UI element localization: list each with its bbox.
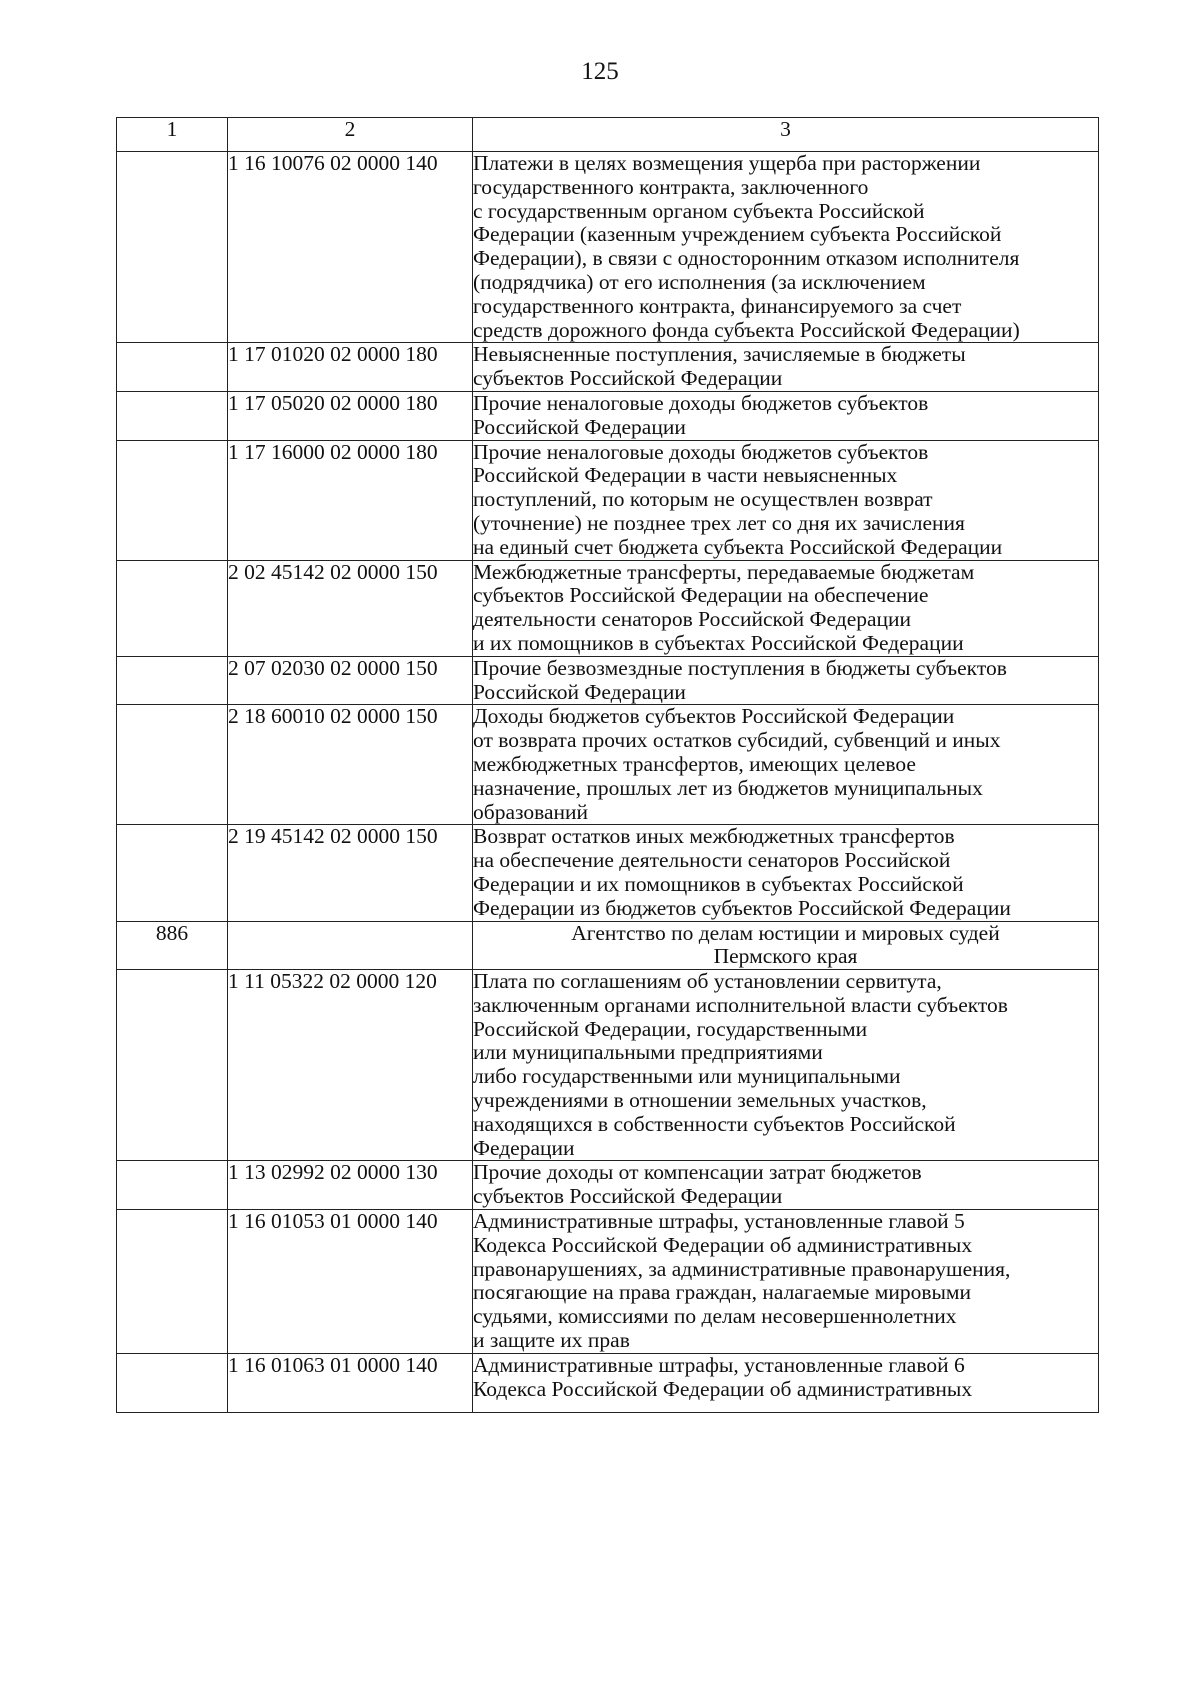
- description-line: деятельности сенаторов Российской Федерации: [473, 607, 912, 632]
- description-line: государственного контракта, заключенного: [473, 174, 869, 199]
- description-line: Федерации), в связи с односторонним отказом исполнителя: [473, 246, 1020, 271]
- cell-admin-code: [117, 152, 228, 343]
- description-line: Административные штрафы, установленные главой 5: [473, 1209, 965, 1234]
- description-line: Российской Федерации: [473, 414, 686, 439]
- cell-description: [473, 921, 1099, 970]
- description-line: субъектов Российской Федерации на обеспечение: [473, 583, 929, 608]
- description-line: Кодекса Российской Федерации об административных: [473, 1232, 973, 1257]
- description-line: Невыясненные поступления, зачисляемые в бюджеты: [473, 342, 966, 367]
- description-line: Пермского края: [713, 944, 858, 969]
- description-line: образований: [473, 799, 589, 824]
- cell-description: [473, 705, 1099, 825]
- cell-admin-code: [117, 1161, 228, 1210]
- description-line: (подрядчика) от его исполнения (за исключением: [473, 269, 926, 294]
- description-line: межбюджетных трансфертов, имеющих целевое: [473, 751, 916, 776]
- description-line: заключенным органами исполнительной власти субъектов: [473, 992, 1008, 1017]
- description-line: Кодекса Российской Федерации об административных: [473, 1376, 973, 1401]
- cell-description: [473, 1210, 1099, 1354]
- cell-budget-code: 1 17 16000 02 0000 180: [228, 440, 473, 560]
- table-row: [117, 1161, 1099, 1210]
- description-line: Межбюджетные трансферты, передаваемые бюджетам: [473, 559, 975, 584]
- description-line: Платежи в целях возмещения ущерба при расторжении: [473, 151, 981, 175]
- table-body: [117, 152, 1099, 1413]
- description-line: от возврата прочих остатков субсидий, субвенций и иных: [473, 728, 1001, 753]
- header-col-1: 1: [117, 118, 228, 152]
- cell-description: [473, 560, 1099, 656]
- cell-budget-code: 1 16 01063 01 0000 140: [228, 1353, 473, 1412]
- description-line: субъектов Российской Федерации: [473, 1184, 783, 1209]
- cell-admin-code: [117, 440, 228, 560]
- cell-description: [473, 440, 1099, 560]
- table-row: [117, 560, 1099, 656]
- cell-admin-code: [117, 1353, 228, 1412]
- description-line: поступлений, по которым не осуществлен возврат: [473, 487, 933, 512]
- description-line: Агентство по делам юстиции и мировых судей: [571, 920, 1000, 945]
- cell-admin-code: [117, 825, 228, 921]
- table-row: [117, 1353, 1099, 1412]
- description-line: или муниципальными предприятиями: [473, 1040, 823, 1065]
- cell-admin-code: [117, 391, 228, 440]
- cell-budget-code: 1 11 05322 02 0000 120: [228, 970, 473, 1161]
- description-line: средств дорожного фонда субъекта Российской Федерации): [473, 317, 1020, 342]
- description-line: на единый счет бюджета субъекта Российской Федерации: [473, 534, 1003, 559]
- description-line: Федерации: [473, 1135, 575, 1160]
- description-line: посягающие на права граждан, налагаемые мировыми: [473, 1280, 972, 1305]
- budget-codes-table: [116, 117, 1099, 1413]
- cell-budget-code: 2 19 45142 02 0000 150: [228, 825, 473, 921]
- cell-budget-code: 2 07 02030 02 0000 150: [228, 656, 473, 705]
- cell-description: [473, 656, 1099, 705]
- cell-description: [473, 970, 1099, 1161]
- description-line: с государственным органом субъекта Российской: [473, 198, 925, 223]
- cell-budget-code: 1 17 01020 02 0000 180: [228, 343, 473, 392]
- description-line: Прочие неналоговые доходы бюджетов субъектов: [473, 439, 929, 464]
- description-line: Федерации (казенным учреждением субъекта Российской: [473, 222, 1002, 247]
- cell-budget-code: 1 13 02992 02 0000 130: [228, 1161, 473, 1210]
- description-line: Федерации и их помощников в субъектах Российской: [473, 871, 964, 896]
- cell-admin-code: [117, 343, 228, 392]
- cell-description: [473, 1353, 1099, 1412]
- cell-budget-code: 2 02 45142 02 0000 150: [228, 560, 473, 656]
- cell-description: [473, 825, 1099, 921]
- description-line: назначение, прошлых лет из бюджетов муниципальных: [473, 775, 983, 800]
- cell-budget-code: 1 17 05020 02 0000 180: [228, 391, 473, 440]
- cell-description: [473, 343, 1099, 392]
- description-line: Российской Федерации: [473, 679, 686, 704]
- agency-row: [117, 921, 1099, 970]
- description-line: государственного контракта, финансируемого за счет: [473, 293, 962, 318]
- table-header-row: [117, 118, 1099, 152]
- description-line: Прочие доходы от компенсации затрат бюджетов: [473, 1160, 922, 1185]
- cell-admin-code: [117, 656, 228, 705]
- description-line: Плата по соглашениям об установлении сервитута,: [473, 969, 942, 994]
- header-col-2: 2: [228, 118, 473, 152]
- description-line: судьями, комиссиями по делам несовершеннолетних: [473, 1304, 957, 1329]
- description-line: Прочие безвозмездные поступления в бюджеты субъектов: [473, 655, 1007, 680]
- description-line: Российской Федерации в части невыясненных: [473, 463, 898, 488]
- table-row: [117, 440, 1099, 560]
- description-line: находящихся в собственности субъектов Российской: [473, 1111, 956, 1136]
- table-row: [117, 705, 1099, 825]
- description-line: правонарушениях, за административные правонарушения,: [473, 1256, 1011, 1281]
- description-line: и защите их прав: [473, 1328, 630, 1353]
- description-line: либо государственными или муниципальными: [473, 1064, 901, 1089]
- description-line: Возврат остатков иных межбюджетных трансфертов: [473, 824, 955, 849]
- cell-admin-code: 886: [117, 921, 228, 970]
- description-line: Федерации из бюджетов субъектов Российской Федерации: [473, 895, 1011, 920]
- description-line: на обеспечение деятельности сенаторов Российской: [473, 848, 951, 873]
- table-row: [117, 825, 1099, 921]
- cell-description: [473, 1161, 1099, 1210]
- cell-description: [473, 391, 1099, 440]
- table-row: [117, 391, 1099, 440]
- page-number: 125: [581, 58, 619, 85]
- cell-budget-code: [228, 921, 473, 970]
- description-line: Административные штрафы, установленные главой 6: [473, 1352, 965, 1377]
- header-col-3: 3: [473, 118, 1099, 152]
- description-line: Доходы бюджетов субъектов Российской Федерации: [473, 704, 955, 729]
- cell-description: [473, 152, 1099, 343]
- description-line: (уточнение) не позднее трех лет со дня их зачисления: [473, 510, 965, 535]
- table-row: [117, 152, 1099, 343]
- cell-budget-code: 1 16 01053 01 0000 140: [228, 1210, 473, 1354]
- table-row: [117, 343, 1099, 392]
- table-row: [117, 656, 1099, 705]
- cell-budget-code: 2 18 60010 02 0000 150: [228, 705, 473, 825]
- description-line: и их помощников в субъектах Российской Федерации: [473, 630, 964, 655]
- cell-admin-code: [117, 705, 228, 825]
- table-row: [117, 970, 1099, 1161]
- cell-admin-code: [117, 560, 228, 656]
- description-line: Российской Федерации, государственными: [473, 1016, 868, 1041]
- cell-admin-code: [117, 1210, 228, 1354]
- table-row: [117, 1210, 1099, 1354]
- description-line: субъектов Российской Федерации: [473, 366, 783, 391]
- description-line: учреждениями в отношении земельных участков,: [473, 1088, 927, 1113]
- cell-admin-code: [117, 970, 228, 1161]
- description-line: Прочие неналоговые доходы бюджетов субъектов: [473, 390, 929, 415]
- cell-budget-code: 1 16 10076 02 0000 140: [228, 152, 473, 343]
